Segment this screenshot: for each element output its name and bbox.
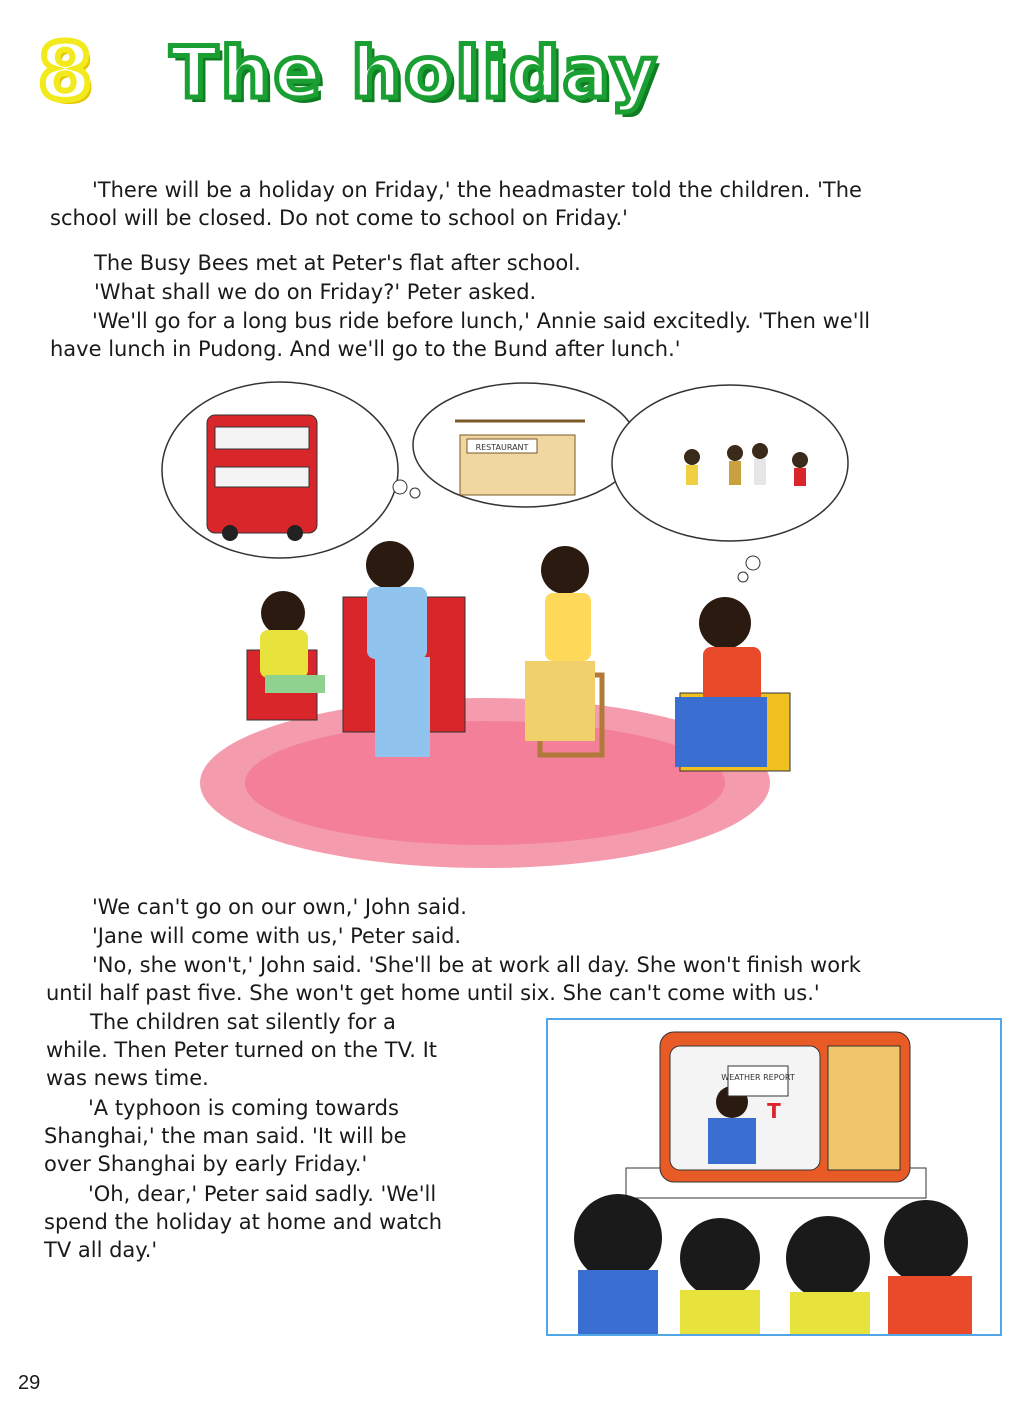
paragraph-oh-dear: 'Oh, dear,' Peter said sadly. 'We'll spend the holiday at home and watch TV all day.' — [44, 1182, 443, 1262]
restaurant-sign: RESTAURANT — [475, 443, 529, 452]
tv-screen-sign: WEATHER REPORT — [721, 1073, 795, 1082]
lesson-number: 8 — [38, 28, 93, 118]
paragraph-headmaster: 'There will be a holiday on Friday,' the headmaster told the children. 'The school will be closed. Do not come to school on Friday.' — [50, 178, 862, 230]
thought-bubble-bund — [612, 385, 848, 541]
paragraph-jane-work: 'No, she won't,' John said. 'She'll be at work all day. She won't finish work until half past five. She won't get home until six. She can't come with us.' — [46, 953, 861, 1005]
television-icon — [660, 1032, 910, 1182]
paragraph-typhoon: 'A typhoon is coming towards Shanghai,' the man said. 'It will be over Shanghai by early Friday.' — [44, 1096, 407, 1176]
lesson-title: The holiday — [170, 32, 660, 114]
paragraph-sat-silently: The children sat silently for a while. Then Peter turned on the TV. It was news time. — [46, 1010, 438, 1090]
page-number: 29 — [18, 1372, 41, 1394]
paragraph-busy-bees: The Busy Bees met at Peter's flat after school. — [94, 251, 581, 275]
paragraph-jane-come: 'Jane will come with us,' Peter said. — [92, 924, 462, 948]
children-heads — [574, 1194, 972, 1334]
children-watching-tv-illustration — [548, 1020, 1000, 1334]
tv-illustration-frame — [546, 1018, 1002, 1336]
tv-logo: T — [767, 1099, 781, 1123]
boy-in-armchair — [343, 541, 465, 757]
paragraph-peter-asks: 'What shall we do on Friday?' Peter asked. — [94, 280, 537, 304]
boy-on-red-chair — [247, 591, 325, 720]
thought-bubble-bus — [162, 382, 398, 558]
paragraph-john-own: 'We can't go on our own,' John said. — [92, 895, 467, 919]
paragraph-annie-plan: 'We'll go for a long bus ride before lunch,' Annie said excitedly. 'Then we'll have lunch in Pudong. And we'll go to the Bund after lunch.' — [50, 309, 871, 361]
thought-bubble-restaurant — [413, 383, 637, 507]
children-thinking-illustration — [155, 375, 855, 880]
girl-on-stool — [525, 546, 602, 755]
girl-on-yellow-box — [675, 597, 790, 771]
